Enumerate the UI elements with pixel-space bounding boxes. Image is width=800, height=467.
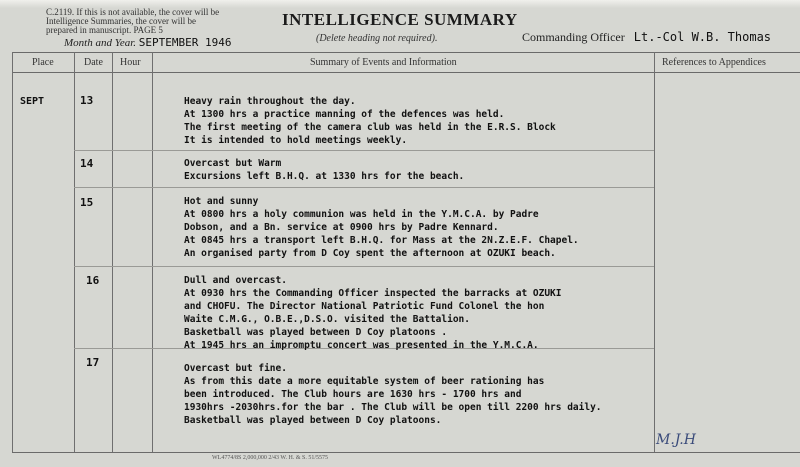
row-separator: [74, 266, 654, 267]
entry-line: Heavy rain throughout the day.: [184, 96, 356, 107]
header-date: Date: [84, 57, 103, 68]
entry-line: Waite C.M.G., O.B.E.,D.S.O. visited the Battalion.: [184, 314, 470, 325]
entry-line: been introduced. The Club hours are 1630 hrs - 1700 hrs and: [184, 389, 522, 400]
header-place: Place: [32, 57, 54, 68]
entry-line: At 0800 hrs a holy communion was held in the Y.M.C.A. by Padre: [184, 209, 539, 220]
entry-line: and CHOFU. The Director National Patriotic Fund Colonel the hon: [184, 301, 545, 312]
commanding-officer: [522, 30, 771, 45]
entry-summary: [184, 95, 556, 147]
handwritten-initials: M.J.H: [656, 432, 696, 448]
col-rule-hour: [152, 52, 153, 452]
entry-line: Dobson, and a Bn. service at 0900 hrs by Padre Kennard.: [184, 222, 499, 233]
entry-date: 16: [86, 274, 100, 287]
entry-line: It is intended to hold meetings weekly.: [184, 135, 408, 146]
form-note-line-3: prepared in manuscript. PAGE 5: [46, 25, 163, 35]
entry-date: 15: [80, 196, 94, 209]
form-note-line-2: Intelligence Summaries, the cover will be: [46, 16, 196, 26]
header-hour: Hour: [120, 57, 141, 68]
entry-date: 17: [86, 356, 100, 369]
co-label: Commanding Officer: [522, 30, 625, 44]
month-label: Month and Year.: [64, 37, 137, 49]
entry-line: 1930hrs -2030hrs.for the bar . The Club will be open till 2200 hrs daily.: [184, 402, 602, 413]
entry-line: Hot and sunny: [184, 196, 259, 207]
entry-line: Overcast but fine.: [184, 363, 287, 374]
month-value: SEPTEMBER 1946: [138, 36, 232, 49]
entry-place: SEPT: [20, 96, 45, 107]
form-note-line-1: C.2119. If this is not available, the cover will be: [46, 7, 220, 17]
entry-line: The first meeting of the camera club was held in the E.R.S. Block: [184, 122, 556, 133]
month-and-year: [64, 36, 232, 49]
entry-line: Excursions left B.H.Q. at 1330 hrs for the beach.: [184, 171, 465, 182]
row-separator: [74, 150, 654, 151]
table-header-rule: [12, 72, 800, 73]
table-bottom-rule: [12, 452, 800, 453]
col-rule-place: [74, 52, 75, 452]
page-title: INTELLIGENCE SUMMARY: [282, 10, 518, 29]
header-references: References to Appendices: [662, 57, 766, 68]
entry-line: At 0845 hrs a transport left B.H.Q. for Mass at the 2N.Z.E.F. Chapel.: [184, 235, 579, 246]
row-separator: [74, 187, 654, 188]
entry-line: Dull and overcast.: [184, 275, 287, 286]
header-summary: Summary of Events and Information: [310, 57, 457, 68]
entry-date: 14: [80, 157, 94, 170]
entry-summary: [184, 195, 579, 260]
entry-line: Basketball was played between D Coy platoons .: [184, 327, 448, 338]
entry-summary: [184, 274, 562, 352]
entry-line: Overcast but Warm: [184, 158, 282, 169]
col-rule-date: [112, 52, 113, 452]
page-subtitle: (Delete heading not required).: [316, 33, 438, 44]
entry-line: An organised party from D Coy spent the afternoon at OZUKI beach.: [184, 248, 556, 259]
col-rule-left: [12, 52, 13, 452]
entry-line: At 1945 hrs an impromptu concert was presented in the Y.M.C.A.: [184, 340, 539, 351]
print-code: WL4774/8S 2,000,000 2/43 W. H. & S. 51/5575: [212, 455, 329, 461]
entry-summary: [184, 362, 602, 427]
entry-line: At 0930 hrs the Commanding Officer inspected the barracks at OZUKI: [184, 288, 562, 299]
entry-summary: [184, 157, 464, 183]
co-value: Lt.-Col W.B. Thomas: [633, 30, 772, 44]
col-rule-summary: [654, 52, 655, 452]
entry-line: At 1300 hrs a practice manning of the defences was held.: [184, 109, 505, 120]
entry-date: 13: [80, 94, 94, 107]
entry-line: Basketball was played between D Coy platoons.: [184, 415, 442, 426]
entry-line: As from this date a more equitable system of beer rationing has: [184, 376, 545, 387]
table-top-rule: [12, 52, 800, 53]
